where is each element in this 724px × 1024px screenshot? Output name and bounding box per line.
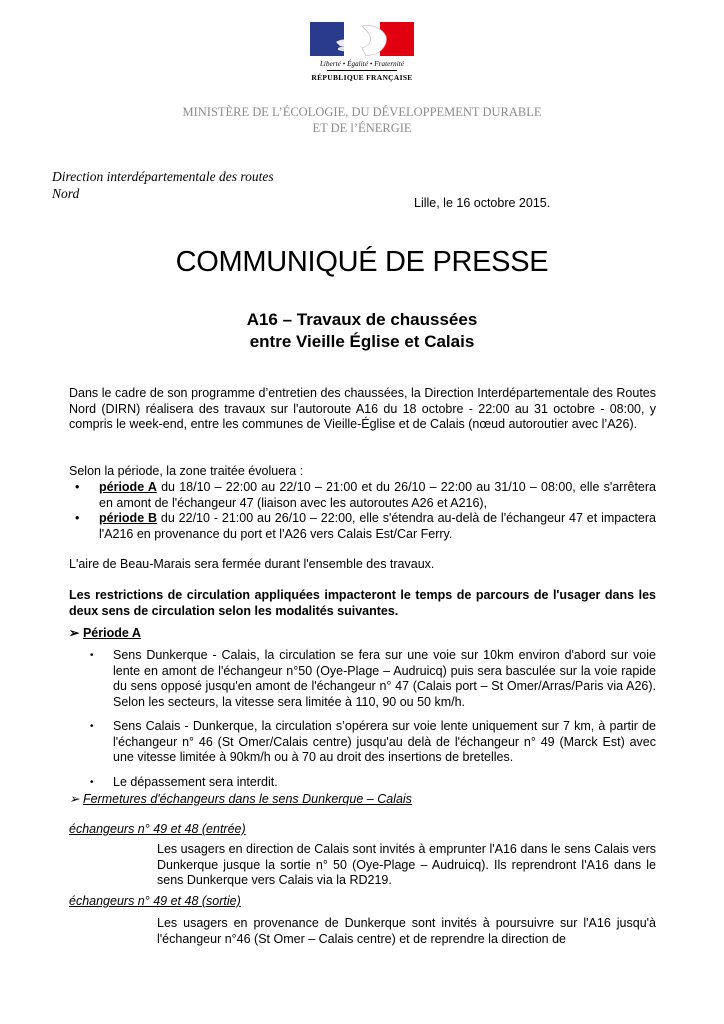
list-item-text: Le dépassement sera interdit. xyxy=(113,774,278,789)
period-text: du 18/10 – 22:00 au 22/10 – 21:00 et du 26/10 – 22:00 au 31/10 – 08:00, elle s'arrêtera en amont de l'échangeur 47 (liaison avec les autoroutes A26 et A216), xyxy=(99,480,656,510)
republic-motto: Liberté • Égalité • Fraternité xyxy=(319,60,405,68)
period-text: du 22/10 - 21:00 au 26/10 – 22:00, elle s'étendra au-delà de l'échangeur 47 et impactera l'A216 en provenance du port et l'A26 vers Calais Est/Car Ferry. xyxy=(99,511,656,541)
entry-heading: échangeurs n° 49 et 48 (entrée) xyxy=(69,822,246,836)
subtitle-line-2: entre Vieille Église et Calais xyxy=(249,332,475,351)
exit-heading: échangeurs n° 49 et 48 (sortie) xyxy=(69,894,241,908)
arrow-icon: ➢ xyxy=(69,792,80,806)
direction-line-2: Nord xyxy=(52,186,80,201)
period-a-list xyxy=(69,648,656,799)
periods-list xyxy=(69,480,656,542)
list-item xyxy=(69,775,656,791)
ministry-header xyxy=(0,104,724,136)
bullet-icon: • xyxy=(90,721,94,732)
list-item xyxy=(69,648,656,710)
bullet-icon: • xyxy=(90,776,94,788)
list-item xyxy=(69,480,656,511)
document-subtitle xyxy=(0,309,724,353)
bullet-icon: • xyxy=(90,650,94,661)
period-a-label: Période A xyxy=(82,626,141,640)
list-item-text: Sens Dunkerque - Calais, la circulation se fera sur une voie sur 10km environ d'abord sur voie lente en amont de l'échangeur n°50 (Oye-Plage – Audruicq) puis sera basculée sur la voie rapide du sens opposé jusqu'en amont de l'échangeur n° 47 (Calais port – St Omer/Arras/Paris via A26). Selon les secteurs, la vitesse sera limitée à 110, 90 ou 50 km/h. xyxy=(113,648,656,709)
period-label: période B xyxy=(99,511,158,525)
list-item xyxy=(69,719,656,766)
entry-paragraph: Les usagers en direction de Calais sont invités à emprunter l'A16 dans le sens Calais vers Dunkerque jusque la sortie n° 50 (Oye-Plage – Audruicq). Ils reprendront l'A16 dans le sens Dunkerque vers Calais via la RD219. xyxy=(157,842,656,887)
ministry-line-2: ET DE l’ÉNERGIE xyxy=(312,121,412,135)
subtitle-line-1: A16 – Travaux de chaussées xyxy=(246,310,478,329)
list-item xyxy=(69,511,656,542)
list-item-text: Sens Calais - Dunkerque, la circulation s’opérera sur voie lente uniquement sur 7 km, à partir de l'échangeur n° 46 (St Omer/Calais centre) jusqu'au delà de l'échangeur n° 49 (Marck Est) avec une vitesse limitée à 90km/h ou à 70 au droit des insertions de bretelles. xyxy=(113,719,656,764)
closures-heading xyxy=(69,791,412,806)
direction-block xyxy=(52,168,274,202)
period-a-heading xyxy=(69,625,141,640)
marianne-flag-icon xyxy=(310,22,414,56)
ministry-line-1: MINISTÈRE DE L’ÉCOLOGIE, DU DÉVELOPPEMENT DURABLE xyxy=(182,105,542,119)
periods-intro: Selon la période, la zone traitée évoluera : xyxy=(69,464,304,478)
period-label: période A xyxy=(99,480,157,494)
restrictions-paragraph: Les restrictions de circulation appliquées impacteront le temps de parcours de l'usager dans les deux sens de circulation selon les modalités suivantes. xyxy=(69,588,656,618)
closures-label: Fermetures d'échangeurs dans le sens Dunkerque – Calais xyxy=(82,792,412,806)
document-date: Lille, le 16 octobre 2015. xyxy=(414,196,551,210)
arrow-icon: ➢ xyxy=(69,626,80,640)
republic-name: RÉPUBLIQUE FRANÇAISE xyxy=(311,73,413,82)
bullet-icon: • xyxy=(75,480,80,494)
exit-paragraph: Les usagers en provenance de Dunkerque sont invités à poursuivre sur l'A16 jusqu'à l'échangeur n°46 (St Omer – Calais centre) et de reprendre la direction de xyxy=(157,916,656,946)
intro-paragraph: Dans le cadre de son programme d’entretien des chaussées, la Direction Interdépartementale des Routes Nord (DIRN) réalisera des travaux sur l'autoroute A16 du 18 octobre - 22:00 au 31 octobre - 08:00, y compris le week-end, entre les communes de Vieille-Église et de Calais (nœud autoroutier avec l’A26). xyxy=(69,386,656,431)
rest-area-paragraph: L'aire de Beau-Marais sera fermée durant l'ensemble des travaux. xyxy=(69,557,435,571)
direction-line-1: Direction interdépartementale des routes xyxy=(52,169,274,184)
bullet-icon: • xyxy=(75,511,80,525)
page-title: COMMUNIQUÉ DE PRESSE xyxy=(175,246,549,278)
republic-logo xyxy=(310,22,414,82)
